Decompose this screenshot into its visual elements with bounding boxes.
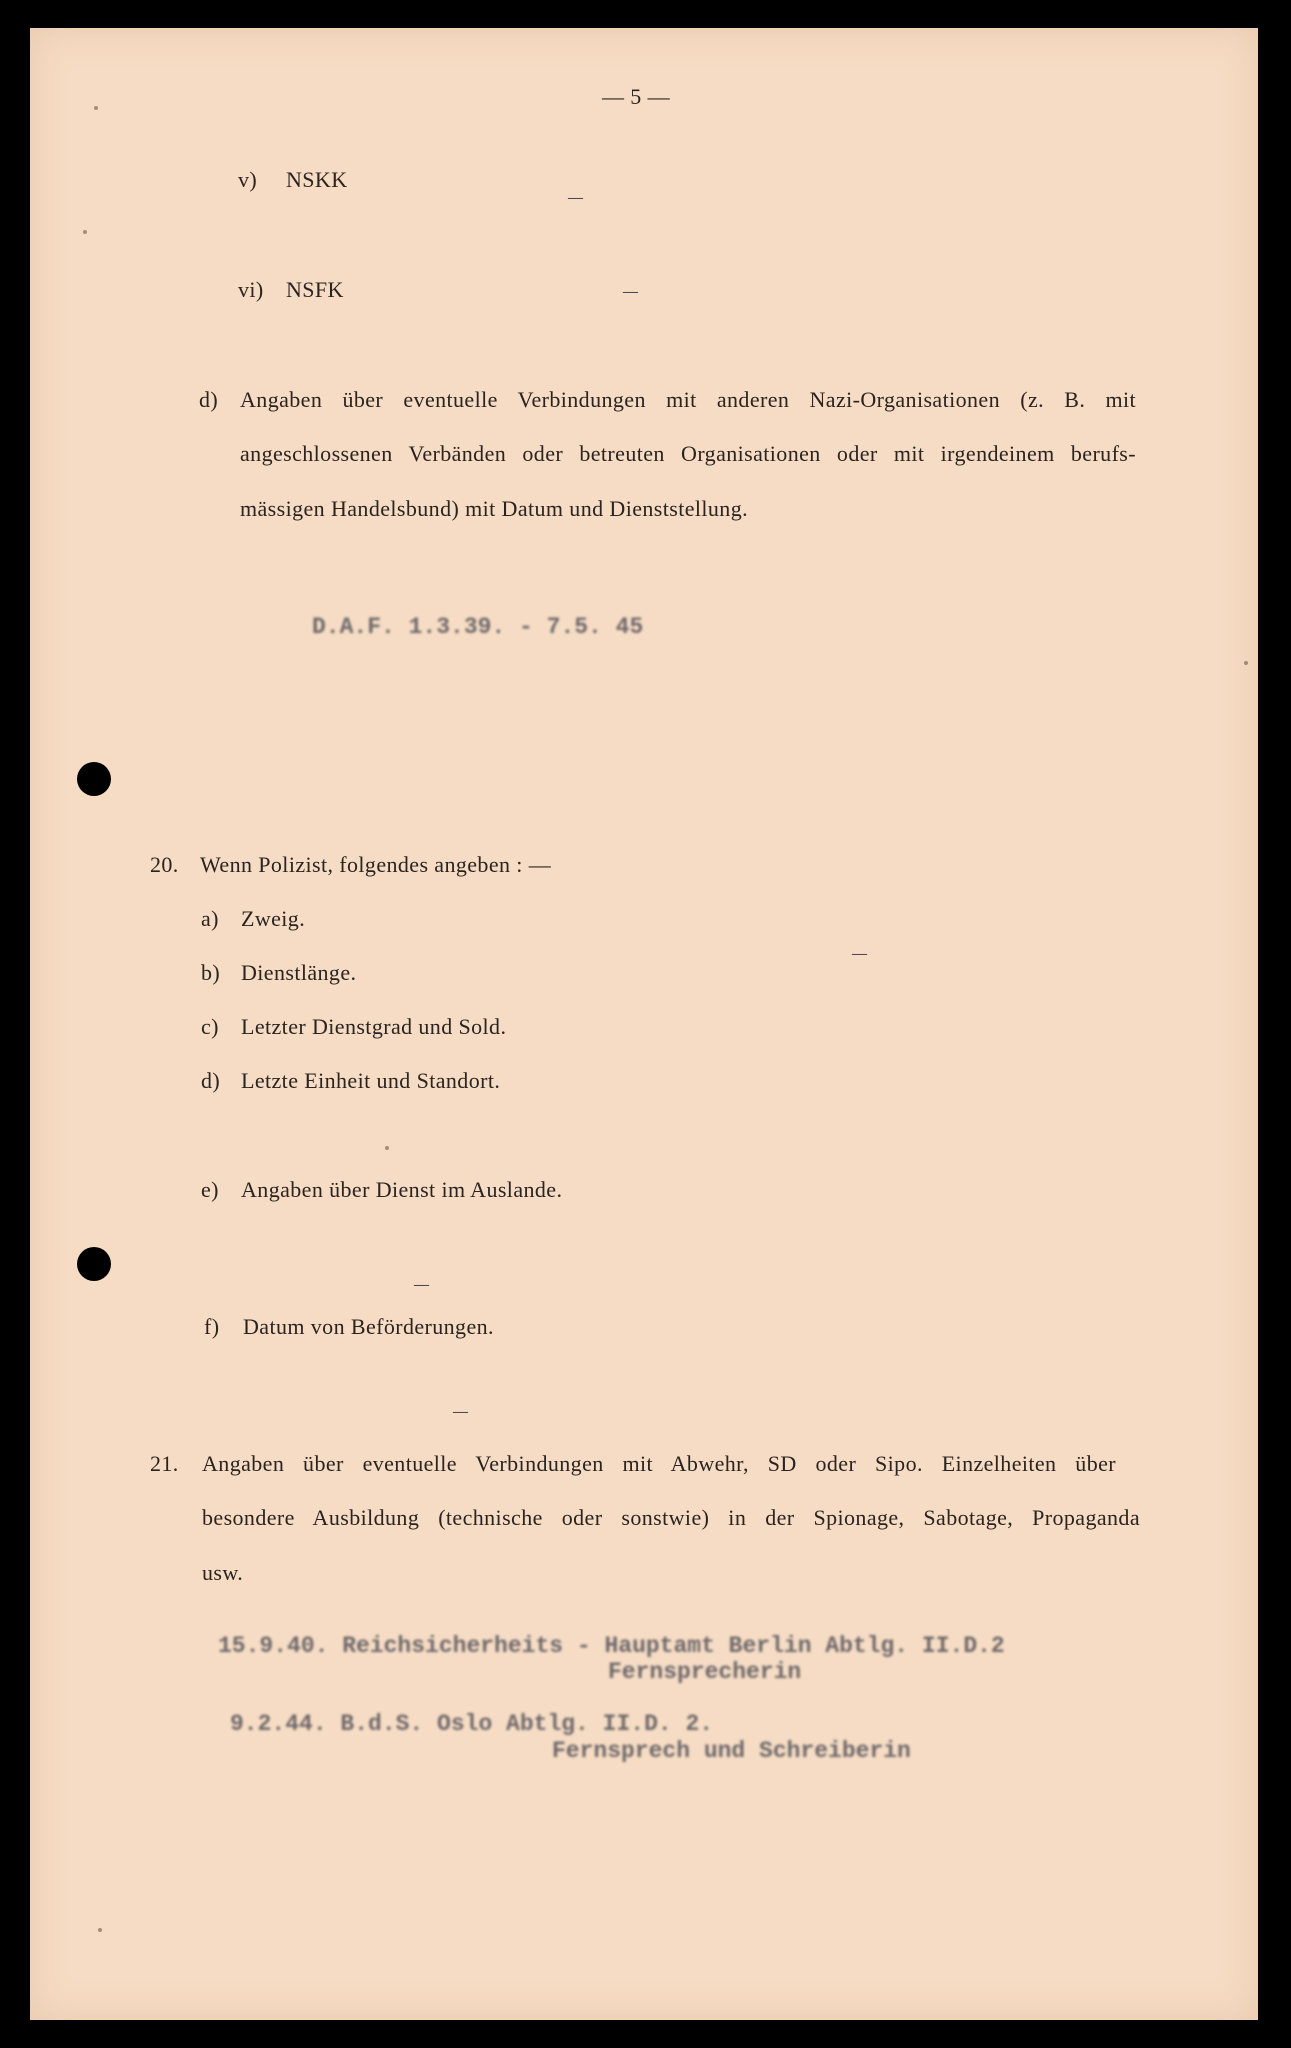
typed-answer-rsha: 15.9.40. Reichsicherheits - Hauptamt Berlin Abtlg. II.D.2 (218, 1633, 1005, 1659)
typed-answer-rsha-role: Fernsprecherin (608, 1659, 802, 1685)
item-20c-label: c) (201, 1014, 219, 1039)
item-20f-label: f) (204, 1314, 220, 1339)
item-20f-text: Datum von Beförderungen. (243, 1314, 494, 1339)
item-v-text: NSKK (286, 167, 348, 192)
typed-dash-mark: — (623, 284, 637, 300)
item-20d-text: Letzte Einheit und Standort. (241, 1068, 501, 1093)
item-20b-text: Dienstlänge. (241, 960, 357, 985)
section-20-number: 20. (150, 852, 179, 877)
item-d-line-3: mässigen Handelsbund) mit Datum und Dienststellung. (240, 496, 749, 521)
typed-answer-daf: D.A.F. 1.3.39. - 7.5. 45 (312, 614, 644, 640)
item-d-label: d) (199, 387, 219, 412)
section-21-line-1: Angaben über eventuelle Verbindungen mit Abwehr, SD oder Sipo. Einzelheiten über (202, 1451, 1116, 1476)
item-d-line-1: Angaben über eventuelle Verbindungen mit anderen Nazi-Organisationen (z. B. mit (240, 387, 1136, 412)
item-v-label: v) (238, 167, 258, 192)
section-21-line-3: usw. (202, 1560, 244, 1585)
paper-speck (83, 230, 87, 234)
section-20-title: Wenn Polizist, folgendes angeben : — (200, 852, 552, 877)
typed-answer-bds: 9.2.44. B.d.S. Oslo Abtlg. II.D. 2. (230, 1711, 714, 1737)
item-20c-text: Letzter Dienstgrad und Sold. (241, 1014, 507, 1039)
section-21-number: 21. (150, 1451, 179, 1476)
item-vi-text: NSFK (286, 277, 344, 302)
paper-speck (1244, 661, 1248, 665)
item-20a-text: Zweig. (241, 906, 306, 931)
item-vi-label: vi) (238, 277, 264, 302)
item-d-line-2: angeschlossenen Verbänden oder betreuten Organisationen oder mit irgendeinem berufs- (240, 441, 1136, 466)
typed-dash-mark: — (852, 946, 866, 962)
paper-speck (94, 106, 98, 110)
typed-dash-mark: — (568, 190, 582, 206)
section-21-line-2: besondere Ausbildung (technische oder sonstwie) in der Spionage, Sabotage, Propaganda (202, 1505, 1140, 1530)
item-20d-label: d) (201, 1068, 221, 1093)
punch-hole-bottom (77, 1247, 111, 1281)
typed-dash-mark: — (453, 1404, 467, 1420)
paper-speck (385, 1146, 389, 1150)
typed-answer-bds-role: Fernsprech und Schreiberin (552, 1738, 911, 1764)
typed-dash-mark: — (414, 1277, 428, 1293)
punch-hole-top (77, 762, 111, 796)
paper-speck (98, 1928, 102, 1932)
page-number: — 5 — (602, 84, 670, 109)
item-20a-label: a) (201, 906, 219, 931)
item-20e-text: Angaben über Dienst im Auslande. (241, 1177, 563, 1202)
item-20b-label: b) (201, 960, 221, 985)
item-20e-label: e) (201, 1177, 219, 1202)
